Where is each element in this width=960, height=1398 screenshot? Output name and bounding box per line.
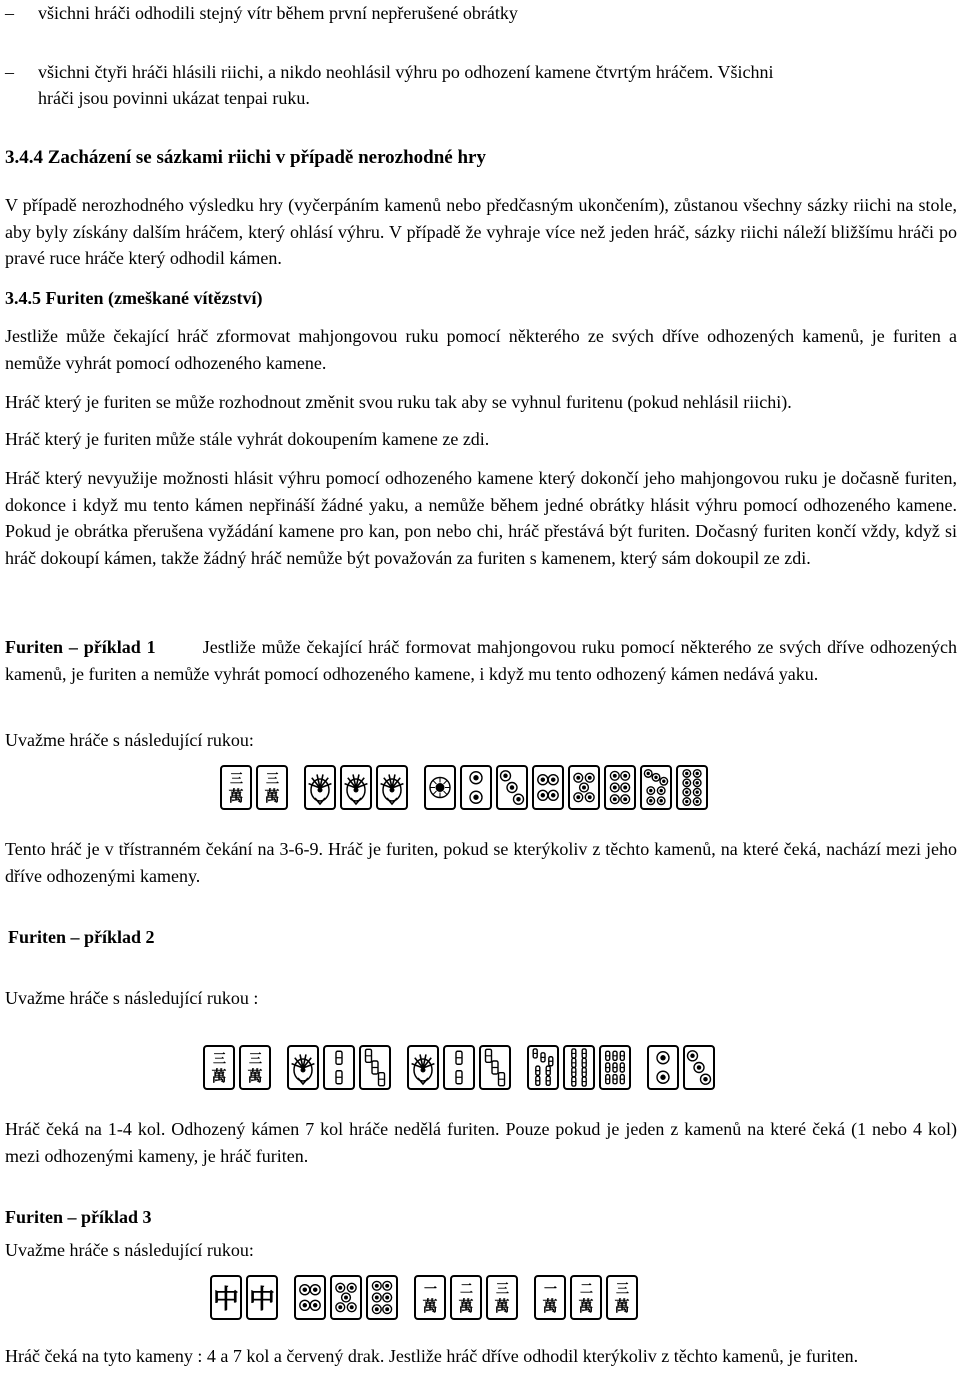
- man-numeral: 一: [543, 1281, 556, 1297]
- red-dragon-glyph: 中: [248, 1285, 275, 1315]
- man-character: 萬: [422, 1296, 438, 1315]
- example1-after: Tento hráč je v třístranném čekání na 3-6-9. Hráč je furiten, pokud se kterýkoliv z těchto kamenů, na které čeká, nachází mezi jeho dříve odhozenými kameny.: [5, 839, 957, 886]
- pin-circles-icon: [679, 768, 705, 807]
- example1-paragraph: [5, 634, 957, 687]
- pin-tile-5: [568, 765, 600, 810]
- man-character: 萬: [494, 1296, 510, 1315]
- section-344-paragraph: V případě nerozhodného výsledku hry (vyčerpáním kamenů nebo předčasným ukončením), zůstanou všechny sázky riichi na stole, aby byly získány dalším hráčem, který ohlásí výhru. V případě že vyhraje více než jeden hráč, sázky riichi náleží bližšímu hráči po pravé ruce hráče který odhodil kámen.: [5, 195, 957, 268]
- pin-circles-icon: [427, 768, 453, 807]
- section-344-heading: 3.4.4 Zacházení se sázkami riichi v případě nerozhodné hry: [5, 147, 486, 168]
- bamboo-sticks-icon: [362, 1048, 388, 1087]
- bullet-dash: –: [5, 3, 14, 23]
- pin-circles-icon: [607, 768, 633, 807]
- pin-circles-icon: [499, 768, 525, 807]
- pin-circles-icon: [686, 1048, 712, 1087]
- pin-tile-6: [366, 1275, 398, 1320]
- bird-icon: [343, 768, 369, 807]
- example2-consider: Uvažme hráče s následující rukou :: [5, 988, 259, 1008]
- pin-circles-icon: [650, 1048, 676, 1087]
- sou-tile-1: [287, 1045, 319, 1090]
- man-tile-3: [606, 1275, 638, 1320]
- man-numeral: 三: [212, 1051, 225, 1067]
- man-tile-3: [203, 1045, 235, 1090]
- sou-tile-2: [323, 1045, 355, 1090]
- man-tile-3: [256, 765, 288, 810]
- man-numeral: 二: [579, 1281, 592, 1297]
- pin-circles-icon: [463, 768, 489, 807]
- red-dragon-tile: [210, 1275, 242, 1320]
- man-character: 萬: [228, 786, 244, 805]
- pin-tile-2: [460, 765, 492, 810]
- sou-tile-3: [359, 1045, 391, 1090]
- example1-hand: [220, 765, 712, 810]
- example2-hand: [203, 1045, 719, 1090]
- pin-tile-4: [294, 1275, 326, 1320]
- bamboo-sticks-icon: [446, 1048, 472, 1087]
- example2-after: Hráč čeká na 1-4 kol. Odhozený kámen 7 kol hráče nedělá furiten. Pouze pokud je jeden z kamenů na které čeká (1 nebo 4 kol) mezi odhozenými kameny, je hráč furiten.: [5, 1119, 957, 1166]
- man-numeral: 三: [229, 771, 242, 787]
- bullet-text-line1: všichni čtyři hráči hlásili riichi, a nikdo neohlásil výhru po odhození kamene čtvrtým hráčem. Všichni: [38, 62, 774, 82]
- sou-tile-1: [376, 765, 408, 810]
- sou-tile-1: [304, 765, 336, 810]
- example3-after: Hráč čeká na tyto kameny : 4 a 7 kol a červený drak. Jestliže hráč dříve odhodil kterýkoliv z těchto kamenů, je furiten.: [5, 1346, 859, 1366]
- section-345-para2: Hráč který je furiten se může rozhodnout změnit svou ruku tak aby se vyhnul furitenu (pokud nehlásil riichi).: [5, 392, 792, 412]
- example3-label: Furiten – příklad 3: [5, 1207, 152, 1227]
- man-character: 萬: [614, 1296, 630, 1315]
- man-character: 萬: [247, 1066, 263, 1085]
- pin-circles-icon: [369, 1278, 395, 1317]
- example1-label: Furiten – příklad 1: [5, 637, 156, 657]
- man-tile-3: [220, 765, 252, 810]
- sou-tile-7: [527, 1045, 559, 1090]
- sou-tile-1: [407, 1045, 439, 1090]
- bamboo-sticks-icon: [326, 1048, 352, 1087]
- sou-tile-2: [443, 1045, 475, 1090]
- man-character: 萬: [578, 1296, 594, 1315]
- pin-tile-3: [496, 765, 528, 810]
- bullet-text-line2: hráči jsou povinni ukázat tenpai ruku.: [38, 88, 310, 108]
- pin-tile-1: [424, 765, 456, 810]
- bamboo-sticks-icon: [602, 1048, 628, 1087]
- bird-icon: [410, 1048, 436, 1087]
- man-tile-2: [570, 1275, 602, 1320]
- section-345-para3: Hráč který je furiten může stále vyhrát dokoupením kamene ze zdi.: [5, 429, 490, 449]
- man-tile-3: [239, 1045, 271, 1090]
- man-tile-3: [486, 1275, 518, 1320]
- pin-circles-icon: [643, 768, 669, 807]
- example1-text: Jestliže může čekající hráč formovat mahjongovou ruku pomocí některého ze svých dříve odhozených kamenů, je furiten a nemůže vyhrát pomocí odhozeného kamene, i když mu tento odhozený kámen nedává yaku.: [5, 637, 957, 684]
- man-character: 萬: [211, 1066, 227, 1085]
- pin-tile-4: [532, 765, 564, 810]
- pin-tile-2: [647, 1045, 679, 1090]
- red-dragon-glyph: 中: [212, 1285, 239, 1315]
- man-tile-1: [414, 1275, 446, 1320]
- pin-tile-6: [604, 765, 636, 810]
- bamboo-sticks-icon: [482, 1048, 508, 1087]
- bird-icon: [290, 1048, 316, 1087]
- pin-circles-icon: [571, 768, 597, 807]
- bird-icon: [379, 768, 405, 807]
- pin-circles-icon: [535, 768, 561, 807]
- man-numeral: 三: [248, 1051, 261, 1067]
- bird-icon: [307, 768, 333, 807]
- example2-label: Furiten – příklad 2: [8, 927, 155, 947]
- bullet-dash: –: [5, 62, 14, 82]
- man-character: 萬: [542, 1296, 558, 1315]
- pin-circles-icon: [333, 1278, 359, 1317]
- sou-tile-3: [479, 1045, 511, 1090]
- man-numeral: 三: [265, 771, 278, 787]
- sou-tile-8: [563, 1045, 595, 1090]
- section-345-para4: Hráč který nevyužije možnosti hlásit výhru pomocí odhozeného kamene který dokončí jeho mahjongovou ruku je dočasně furiten, dokonce i když mu tento kámen nepřináší žádné yaku, a nemůže během jedné obrátky hlásit výhru pomocí odhozeného kamene. Pokud je obrátka přerušena vyžádání kamene pro kan, pon nebo chi, hráč přestává být furiten. Dočasný furiten končí vždy, když si hráč dokoupí kámen, takže žádný hráč nemůže být považován za furiten s kamenem, který sám dokoupil ze zdi.: [5, 468, 957, 568]
- red-dragon-tile: [246, 1275, 278, 1320]
- pin-tile-8: [676, 765, 708, 810]
- man-numeral: 一: [423, 1281, 436, 1297]
- man-numeral: 三: [615, 1281, 628, 1297]
- pin-tile-7: [640, 765, 672, 810]
- man-numeral: 三: [495, 1281, 508, 1297]
- section-345-para1: Jestliže může čekající hráč zformovat mahjongovou ruku pomocí některého ze svých dříve odhozených kamenů, je furiten a nemůže vyhrát pomocí odhozeného kamene.: [5, 326, 957, 373]
- example3-hand: [210, 1275, 642, 1320]
- section-345-heading: 3.4.5 Furiten (zmeškané vítězství): [5, 288, 263, 308]
- example1-consider: Uvažme hráče s následující rukou:: [5, 730, 254, 750]
- man-character: 萬: [458, 1296, 474, 1315]
- sou-tile-9: [599, 1045, 631, 1090]
- sou-tile-1: [340, 765, 372, 810]
- man-tile-1: [534, 1275, 566, 1320]
- bamboo-sticks-icon: [566, 1048, 592, 1087]
- bamboo-sticks-icon: [530, 1048, 556, 1087]
- bullet-text: všichni hráči odhodili stejný vítr během první nepřerušené obrátky: [38, 3, 518, 23]
- man-numeral: 二: [459, 1281, 472, 1297]
- man-character: 萬: [264, 786, 280, 805]
- example3-consider: Uvažme hráče s následující rukou:: [5, 1240, 254, 1260]
- man-tile-2: [450, 1275, 482, 1320]
- pin-circles-icon: [297, 1278, 323, 1317]
- pin-tile-3: [683, 1045, 715, 1090]
- pin-tile-5: [330, 1275, 362, 1320]
